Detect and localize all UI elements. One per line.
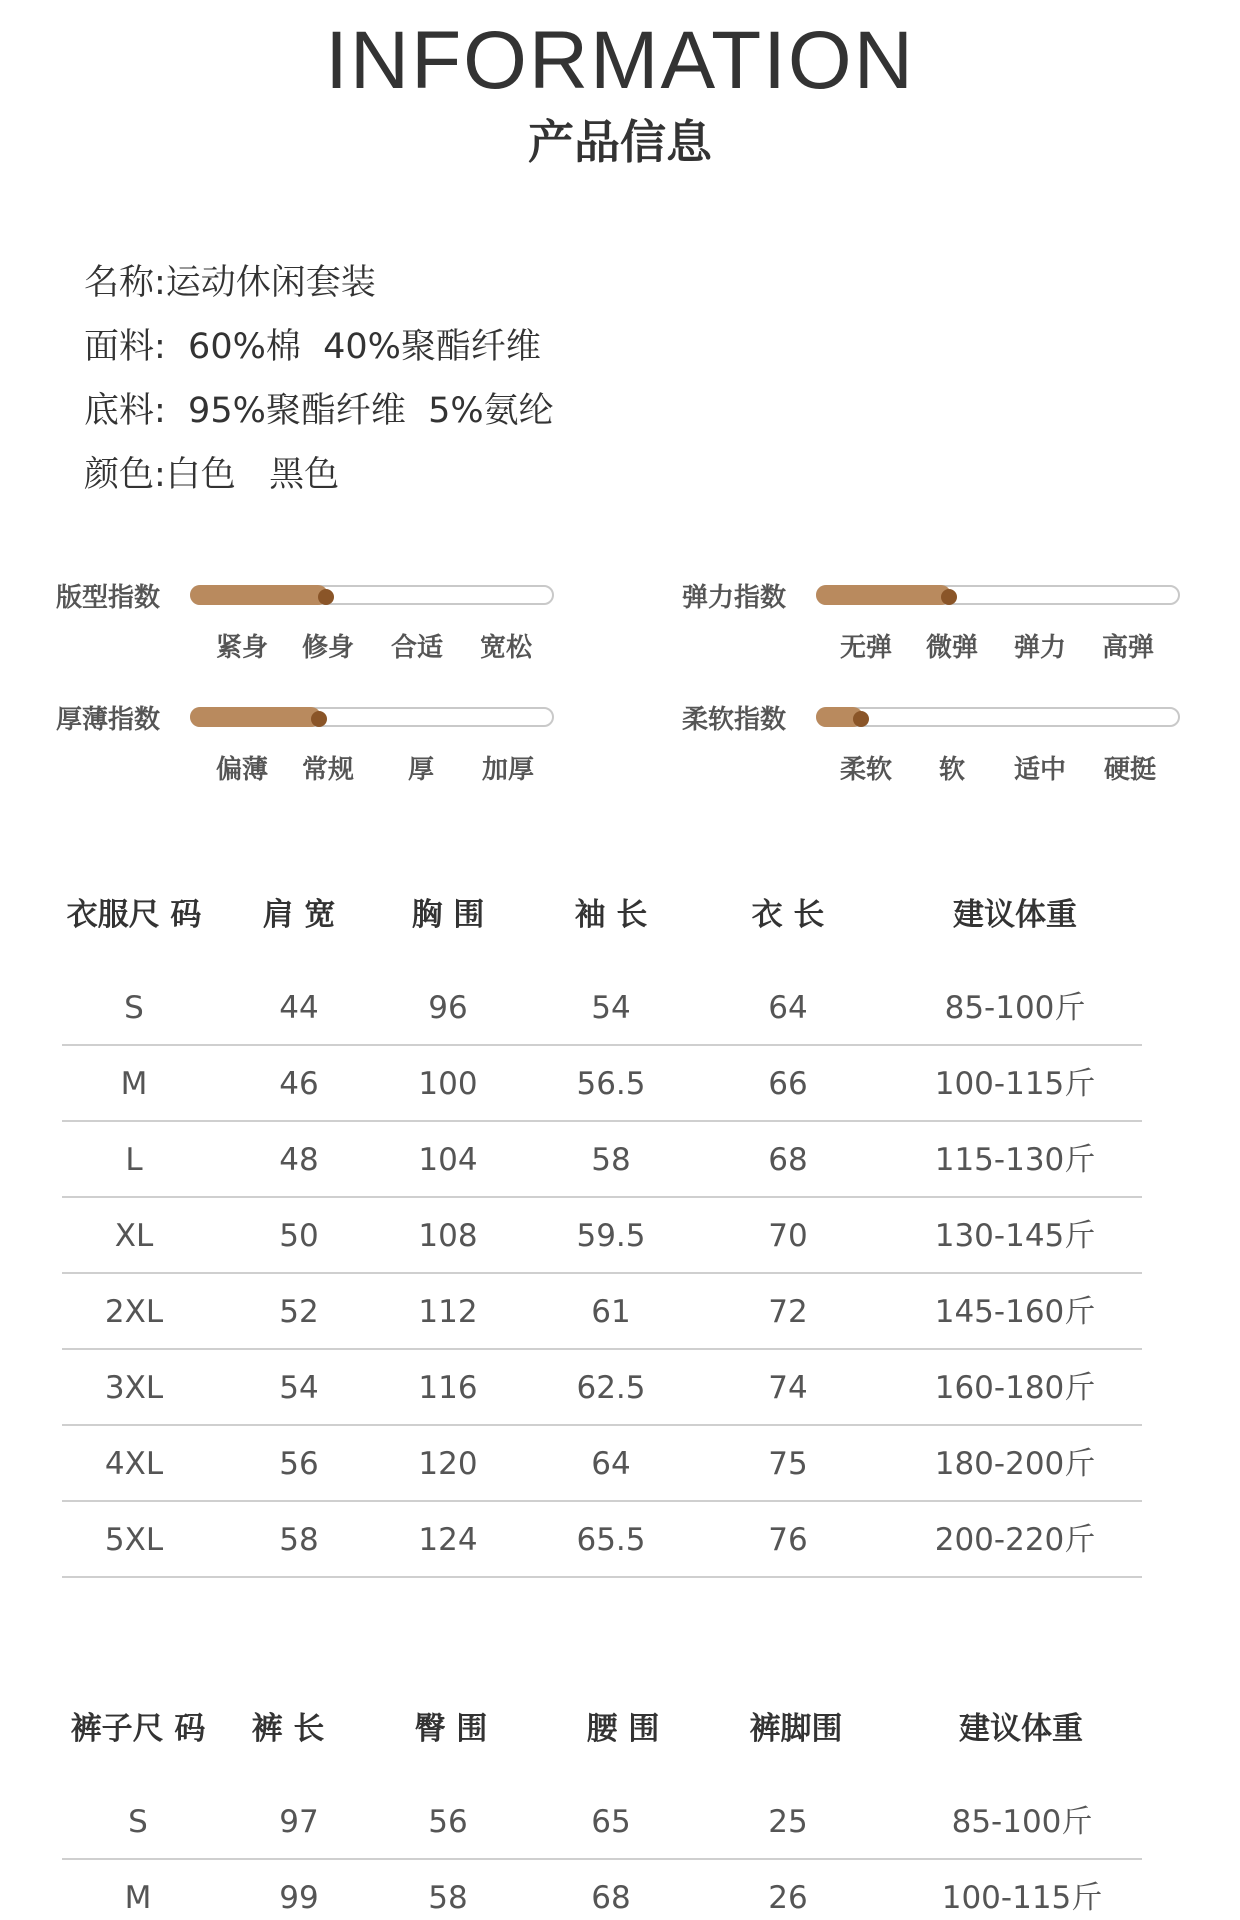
metric-tick: 宽松 xyxy=(479,633,533,663)
metric-tick: 软 xyxy=(938,755,966,785)
table-cell: 58 xyxy=(428,1880,468,1916)
table-header-cell: 裤子尺 码 xyxy=(70,1711,206,1747)
table-cell: 104 xyxy=(418,1142,478,1178)
table-cell: 50 xyxy=(279,1218,319,1254)
table-header-cell: 建议体重 xyxy=(959,1711,1083,1747)
table-cell: 68 xyxy=(591,1880,631,1916)
table-header-cell: 肩 宽 xyxy=(262,897,336,933)
info-value: 60%棉 40%聚酯纤维 xyxy=(165,327,541,367)
table-cell: 108 xyxy=(418,1218,478,1254)
table-cell: 85-100斤 xyxy=(944,990,1086,1026)
table-header-cell: 袖 长 xyxy=(574,897,648,933)
table-row xyxy=(62,1350,1142,1426)
table-cell: 64 xyxy=(591,1446,631,1482)
table-row xyxy=(62,1502,1142,1578)
table-cell: 61 xyxy=(591,1294,631,1330)
metric-knob xyxy=(311,711,327,727)
table-cell: L xyxy=(125,1142,143,1178)
table-cell: 3XL xyxy=(104,1370,164,1406)
table-header-cell: 腰 围 xyxy=(586,1711,660,1747)
info-row-fabric xyxy=(84,312,554,376)
metric-tick: 紧身 xyxy=(215,633,269,663)
metric-tick: 适中 xyxy=(1013,755,1067,785)
table-header-cell: 衣 长 xyxy=(751,897,825,933)
table-cell: 160-180斤 xyxy=(934,1370,1096,1406)
table-cell: XL xyxy=(114,1218,154,1254)
table-header-cell: 裤 长 xyxy=(251,1711,325,1747)
header-title-cn: 产品信息 xyxy=(528,115,712,169)
table-cell: 46 xyxy=(279,1066,319,1102)
metric-softness xyxy=(682,697,1202,807)
table-cell: 72 xyxy=(768,1294,808,1330)
product-info-list xyxy=(84,248,554,504)
info-row-color xyxy=(84,440,554,504)
table-cell: 74 xyxy=(768,1370,808,1406)
table-cell: 56 xyxy=(279,1446,319,1482)
table-cell: 100-115斤 xyxy=(934,1066,1096,1102)
metric-track xyxy=(816,585,1180,605)
table-cell: 25 xyxy=(768,1804,808,1840)
metric-knob xyxy=(318,589,334,605)
table-row xyxy=(62,1122,1142,1198)
table-row xyxy=(62,970,1142,1046)
table-cell: 200-220斤 xyxy=(934,1522,1096,1558)
table-cell: 70 xyxy=(768,1218,808,1254)
table-cell: 130-145斤 xyxy=(934,1218,1096,1254)
table-cell: S xyxy=(124,990,144,1026)
table-cell: 68 xyxy=(768,1142,808,1178)
info-label: 底料: xyxy=(84,391,166,431)
table-cell: 75 xyxy=(768,1446,808,1482)
table-cell: 4XL xyxy=(104,1446,164,1482)
metric-fit xyxy=(56,575,576,685)
table-header-row xyxy=(62,1674,1142,1784)
bottom-size-table xyxy=(62,1674,1142,1920)
table-header-row xyxy=(62,860,1142,970)
table-row xyxy=(62,1860,1142,1920)
table-cell: 120 xyxy=(418,1446,478,1482)
table-cell: 58 xyxy=(279,1522,319,1558)
table-cell: 66 xyxy=(768,1066,808,1102)
table-cell: 52 xyxy=(279,1294,319,1330)
metric-title: 柔软指数 xyxy=(682,705,787,735)
info-row-name xyxy=(84,248,554,312)
metric-tick: 加厚 xyxy=(481,755,535,785)
table-cell: 2XL xyxy=(104,1294,164,1330)
table-cell: 26 xyxy=(768,1880,808,1916)
table-row xyxy=(62,1274,1142,1350)
metric-title: 版型指数 xyxy=(56,583,161,613)
table-header-cell: 胸 围 xyxy=(411,897,485,933)
metric-thickness xyxy=(56,697,576,807)
table-header-cell: 建议体重 xyxy=(953,897,1077,933)
table-cell: 97 xyxy=(279,1804,319,1840)
metric-fill xyxy=(190,585,328,605)
table-cell: 59.5 xyxy=(576,1218,646,1254)
table-cell: 76 xyxy=(768,1522,808,1558)
info-row-lining xyxy=(84,376,554,440)
metric-tick: 厚 xyxy=(407,755,435,785)
table-cell: 100 xyxy=(418,1066,478,1102)
table-header-cell: 臀 围 xyxy=(414,1711,488,1747)
table-cell: 180-200斤 xyxy=(934,1446,1096,1482)
table-cell: 54 xyxy=(591,990,631,1026)
metric-tick: 柔软 xyxy=(839,755,893,785)
header-title-en: INFORMATION xyxy=(325,15,915,106)
metric-elasticity xyxy=(682,575,1202,685)
info-value: 运动休闲套装 xyxy=(165,263,376,303)
table-cell: 99 xyxy=(279,1880,319,1916)
info-label: 名称: xyxy=(84,263,166,303)
metric-tick: 偏薄 xyxy=(215,755,269,785)
metric-title: 弹力指数 xyxy=(682,583,787,613)
table-header-cell: 衣服尺 码 xyxy=(66,897,202,933)
metric-title: 厚薄指数 xyxy=(56,705,161,735)
metric-tick: 硬挺 xyxy=(1103,755,1157,785)
top-size-table xyxy=(62,860,1142,1578)
metric-track xyxy=(190,707,554,727)
table-cell: 100-115斤 xyxy=(941,1880,1103,1916)
table-cell: 54 xyxy=(279,1370,319,1406)
table-cell: 65.5 xyxy=(576,1522,646,1558)
info-value: 95%聚酯纤维 5%氨纶 xyxy=(165,391,554,431)
table-cell: 44 xyxy=(279,990,319,1026)
table-cell: M xyxy=(120,1066,148,1102)
table-cell: S xyxy=(128,1804,148,1840)
table-cell: 58 xyxy=(591,1142,631,1178)
info-value: 白色 黑色 xyxy=(165,455,340,495)
table-cell: 116 xyxy=(418,1370,478,1406)
table-cell: M xyxy=(124,1880,152,1916)
table-cell: 124 xyxy=(418,1522,478,1558)
metric-track xyxy=(190,585,554,605)
table-row xyxy=(62,1198,1142,1274)
metric-knob xyxy=(941,589,957,605)
info-label: 颜色: xyxy=(84,455,166,495)
table-cell: 145-160斤 xyxy=(934,1294,1096,1330)
table-cell: 112 xyxy=(418,1294,478,1330)
table-cell: 65 xyxy=(591,1804,631,1840)
info-label: 面料: xyxy=(84,327,166,367)
table-cell: 62.5 xyxy=(576,1370,646,1406)
table-row xyxy=(62,1426,1142,1502)
metric-tick: 修身 xyxy=(301,633,355,663)
table-header-cell: 裤脚围 xyxy=(749,1711,843,1747)
metric-tick: 微弹 xyxy=(925,633,979,663)
metric-tick: 合适 xyxy=(390,633,444,663)
table-cell: 56.5 xyxy=(576,1066,646,1102)
metric-fill xyxy=(816,585,951,605)
table-cell: 56 xyxy=(428,1804,468,1840)
table-cell: 96 xyxy=(428,990,468,1026)
table-cell: 85-100斤 xyxy=(951,1804,1093,1840)
table-cell: 64 xyxy=(768,990,808,1026)
table-cell: 48 xyxy=(279,1142,319,1178)
metric-fill xyxy=(190,707,321,727)
metric-track xyxy=(816,707,1180,727)
metric-knob xyxy=(853,711,869,727)
metric-tick: 高弹 xyxy=(1101,633,1155,663)
metric-tick: 无弹 xyxy=(839,633,893,663)
metric-tick: 常规 xyxy=(301,755,355,785)
table-cell: 115-130斤 xyxy=(934,1142,1096,1178)
table-cell: 5XL xyxy=(104,1522,164,1558)
metric-tick: 弹力 xyxy=(1013,633,1067,663)
table-row xyxy=(62,1046,1142,1122)
table-row xyxy=(62,1784,1142,1860)
